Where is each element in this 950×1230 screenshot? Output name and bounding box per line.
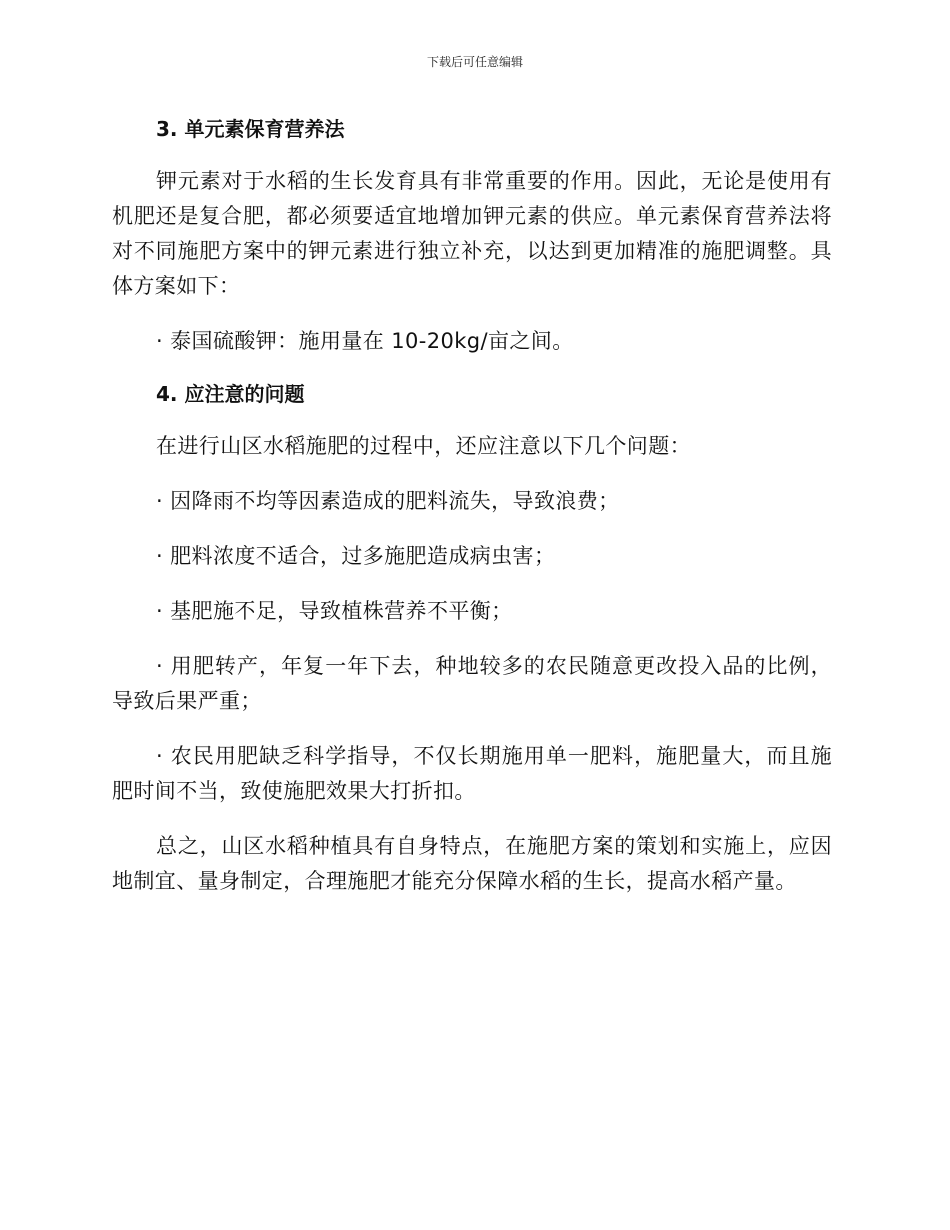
section-3-heading: 3. 单元素保育营养法 — [156, 117, 345, 141]
section-4-heading: 4. 应注意的问题 — [156, 382, 305, 406]
section-3-intro: 钾元素对于水稻的生长发育具有非常重要的作用。因此，无论是使用有机肥还是复合肥，都必须要适宜地增加钾元素的供应。单元素保育营养法将对不同施肥方案中的钾元素进行独立补充，以达到更加精准的施肥调整。具体方案如下： — [112, 169, 832, 298]
section-4-intro: 在进行山区水稻施肥的过程中，还应注意以下几个问题： — [156, 434, 691, 458]
section-3-bullet: · 泰国硫酸钾：施用量在 10-20kg/亩之间。 — [156, 329, 574, 353]
list-item: · 肥料浓度不适合，过多施肥造成病虫害； — [156, 544, 556, 568]
list-item: · 农民用肥缺乏科学指导，不仅长期施用单一肥料，施肥量大，而且施肥时间不当，致使施肥效果大打折扣。 — [112, 744, 832, 803]
list-item: · 基肥施不足，导致植株营养不平衡； — [156, 599, 513, 623]
page-header: 下载后可任意编辑 — [426, 55, 523, 69]
document-body — [112, 112, 832, 899]
conclusion-paragraph: 总之，山区水稻种植具有自身特点，在施肥方案的策划和实施上，应因地制宜、量身制定，合理施肥才能充分保障水稻的生长，提高水稻产量。 — [112, 834, 832, 893]
list-item: · 用肥转产，年复一年下去，种地较多的农民随意更改投入品的比例，导致后果严重； — [112, 654, 832, 713]
list-item: · 因降雨不均等因素造成的肥料流失，导致浪费； — [156, 489, 620, 513]
